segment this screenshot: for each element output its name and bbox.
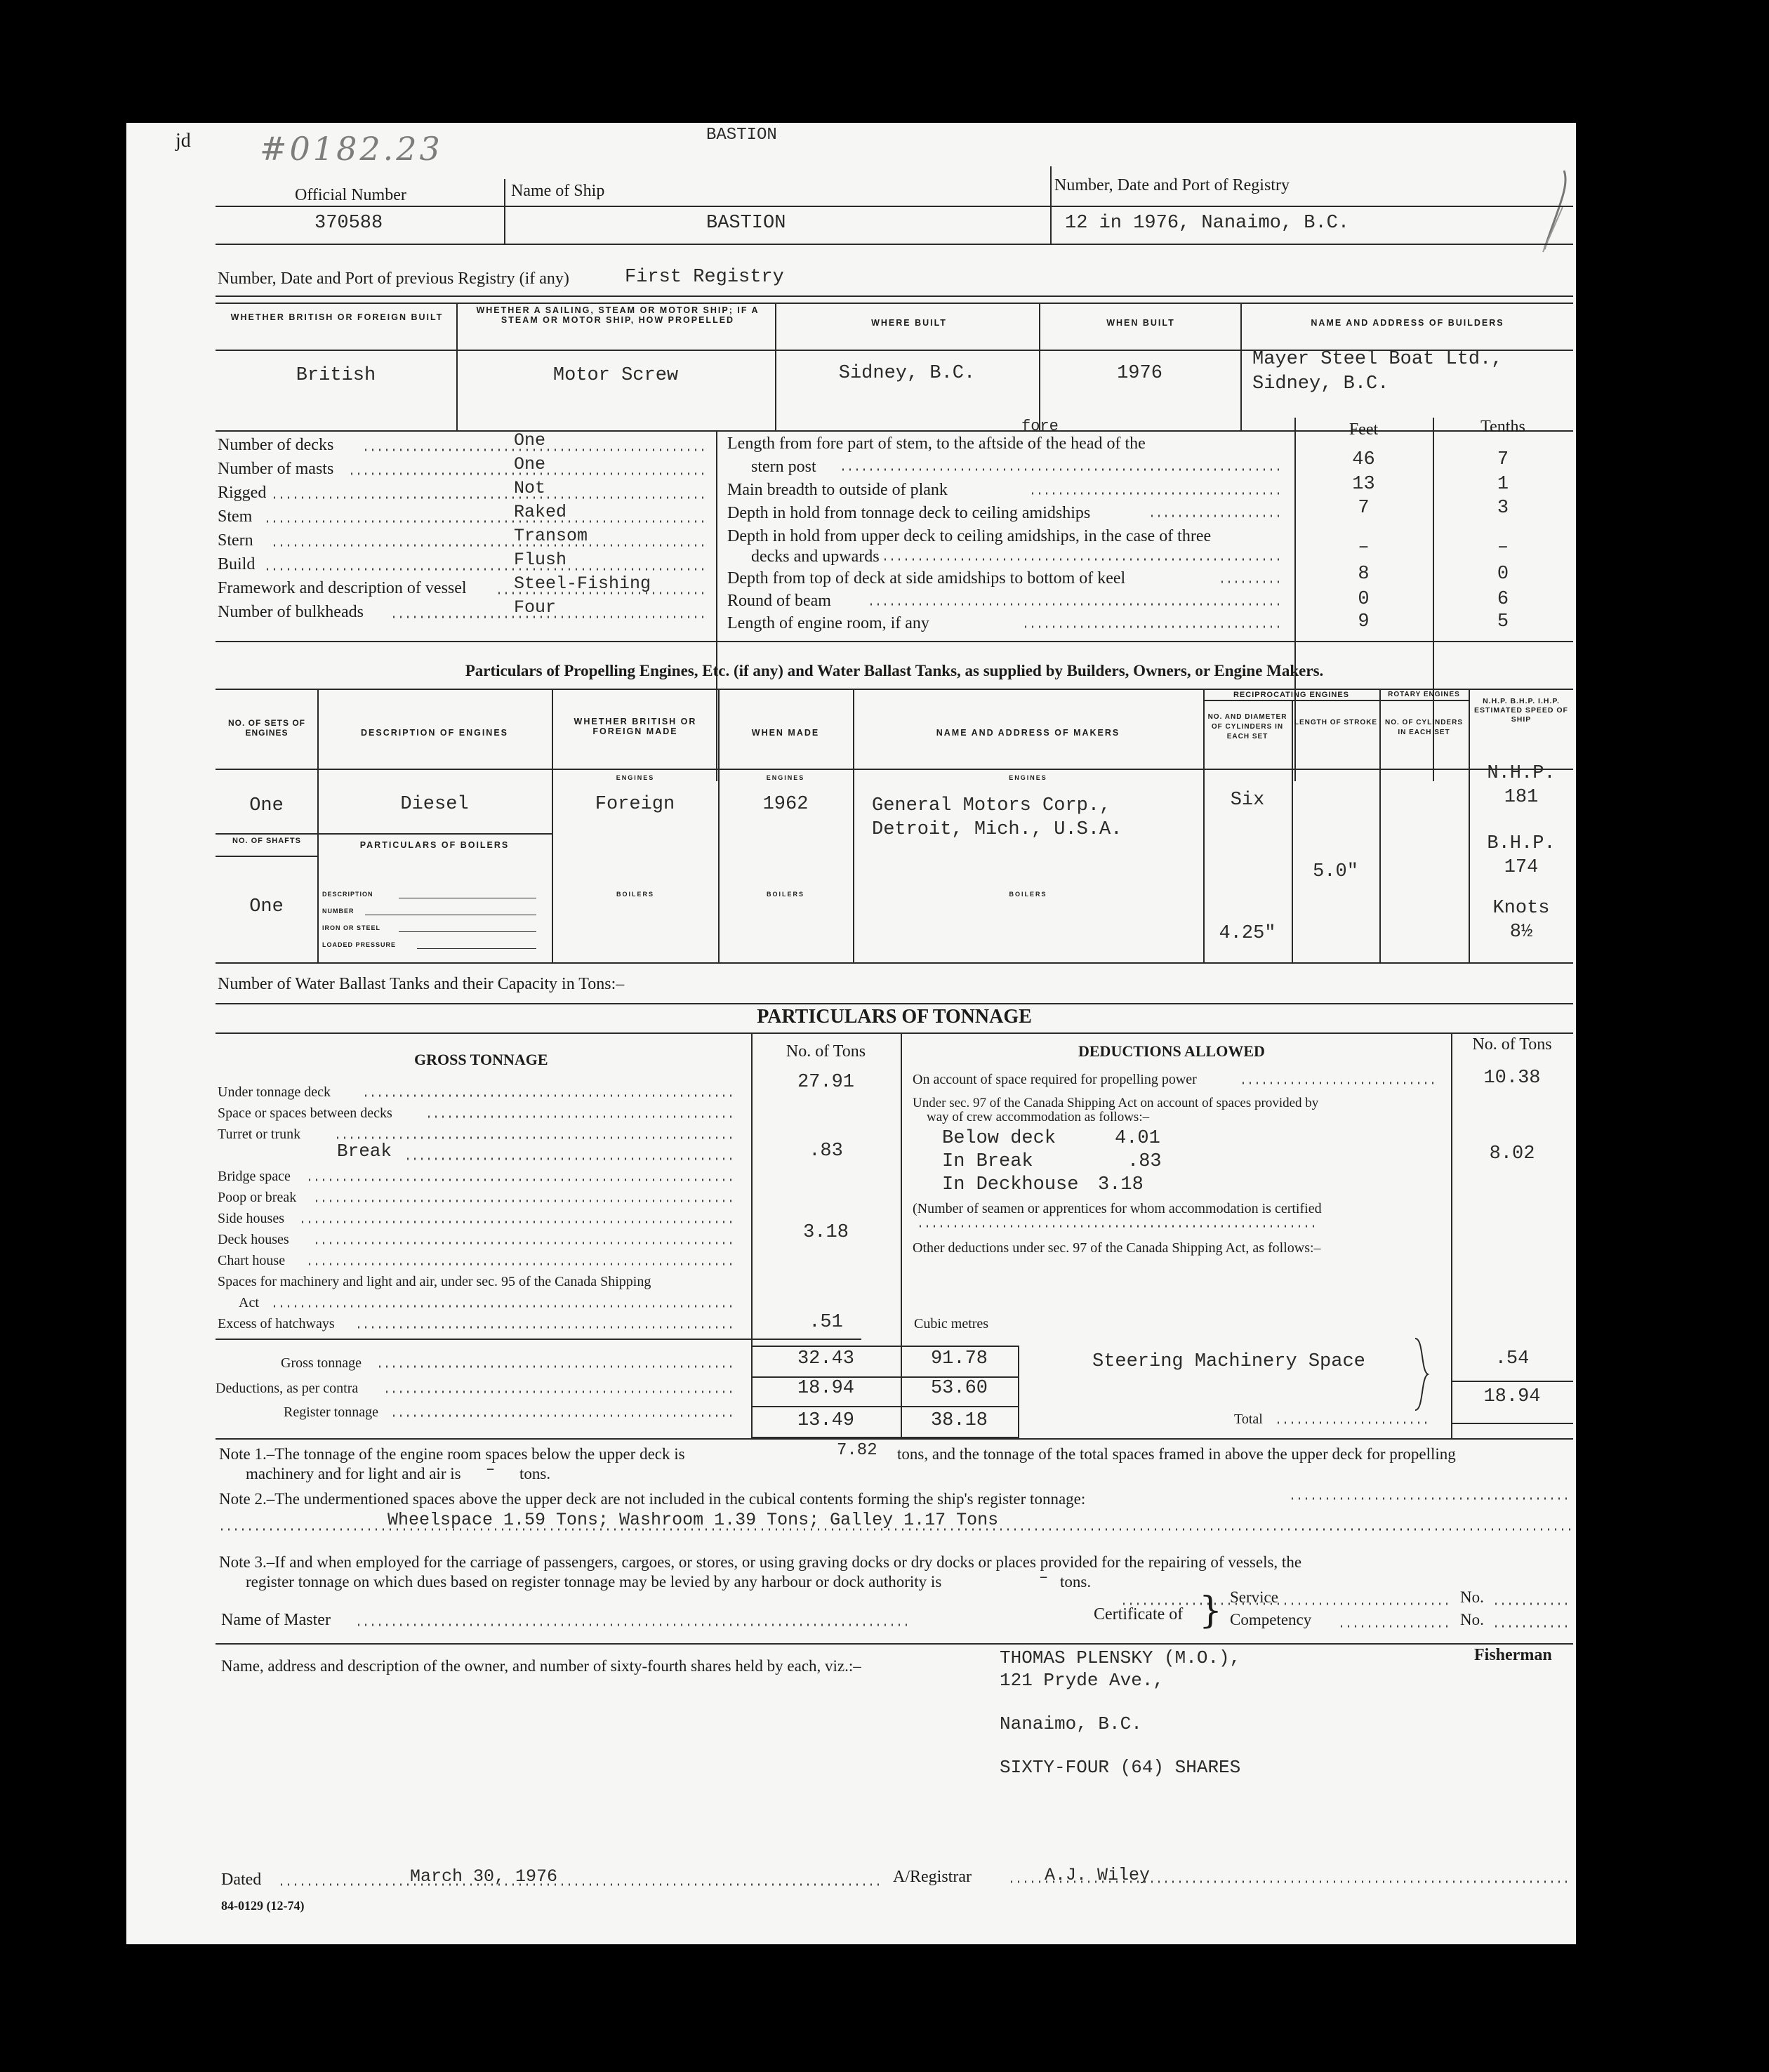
build-header-when: WHEN BUILT — [1106, 318, 1175, 328]
boiler-pressure-label: LOADED PRESSURE — [322, 941, 397, 948]
particular-label: Rigged — [218, 484, 267, 502]
feet-header: Feet — [1349, 420, 1379, 439]
deductions-header: DEDUCTIONS ALLOWED — [1078, 1042, 1265, 1060]
hatchways-value: .51 — [809, 1312, 843, 1333]
register-tonnage-m3: 38.18 — [930, 1410, 988, 1431]
owner-label: Name, address and description of the owner, and number of sixty-fourth shares held by each, viz.:– — [221, 1657, 861, 1675]
build-header-propulsion: WHETHER A SAILING, STEAM OR MOTOR SHIP; IF A STEAM OR MOTOR SHIP, HOW PROPELLED — [476, 305, 760, 325]
depth-upper-label: Depth in hold from upper deck to ceiling amidships, in the case of three — [727, 527, 1212, 545]
deductions-contra-label: Deductions, as per contra — [216, 1381, 359, 1396]
dated-label: Dated — [221, 1871, 262, 1889]
cubic-metres-label: Cubic metres — [914, 1316, 989, 1331]
depth-upper-feet: – — [1358, 537, 1370, 558]
build-when-value: 1976 — [1117, 363, 1162, 384]
header-stroke: LENGTH OF STROKE — [1294, 719, 1378, 726]
particular-value: One — [514, 454, 546, 474]
depth-hold-label: Depth in hold from tonnage deck to ceiling amidships — [727, 504, 1091, 522]
crew-break-label: In Break — [942, 1151, 1033, 1172]
registrar-label: A/Registrar — [893, 1868, 972, 1886]
gross-tonnage-m3: 91.78 — [930, 1348, 988, 1369]
register-tonnage-tons: 13.49 — [797, 1410, 854, 1431]
length-label-2: stern post — [751, 458, 816, 476]
nhp-value: 181 — [1504, 787, 1539, 808]
gross-tonnage-header: GROSS TONNAGE — [414, 1051, 548, 1068]
note2-text: Note 2.–The undermentioned spaces above the upper deck are not included in the cubical contents forming the ship's register tonnage: — [219, 1490, 1086, 1508]
gross-row-label: Space or spaces between decks — [218, 1105, 392, 1121]
tons-header-right: No. of Tons — [1472, 1035, 1552, 1054]
gross-tonnage-tons: 32.43 — [797, 1348, 854, 1369]
owner-shares: SIXTY-FOUR (64) SHARES — [1000, 1757, 1241, 1778]
round-beam-tenths: 6 — [1497, 589, 1509, 610]
cylinder-diameter-value: 4.25" — [1219, 923, 1276, 944]
particular-value: Raked — [514, 502, 567, 522]
particular-value: Flush — [514, 550, 567, 570]
competency-no-label: No. — [1460, 1611, 1484, 1628]
header-when-made: WHEN MADE — [751, 728, 820, 738]
deductions-m3: 53.60 — [930, 1378, 988, 1399]
depth-keel-feet: 8 — [1358, 564, 1370, 585]
nhp-label: N.H.P. — [1487, 763, 1556, 784]
tonnage-title: PARTICULARS OF TONNAGE — [757, 1006, 1032, 1028]
depth-upper-label-2: decks and upwards — [751, 547, 880, 566]
engine-room-feet: 9 — [1358, 611, 1370, 632]
engine-room-label: Length of engine room, if any — [727, 614, 929, 632]
engine-when-value: 1962 — [762, 794, 809, 815]
ship-name-value: BASTION — [706, 213, 786, 234]
register-tonnage-label: Register tonnage — [284, 1404, 378, 1420]
tons-header-left: No. of Tons — [786, 1042, 866, 1061]
sec97-label-2: way of crew accommodation as follows:– — [927, 1110, 1150, 1124]
gross-row-label: Under tonnage deck — [218, 1084, 331, 1100]
particular-label: Number of decks — [218, 436, 334, 454]
crew-break-value: .83 — [1127, 1151, 1162, 1172]
stroke-value: 5.0" — [1313, 861, 1358, 882]
depth-upper-tenths: – — [1497, 537, 1509, 558]
owner-address-1: 121 Pryde Ave., — [1000, 1670, 1165, 1691]
machinery-label-2: Act — [239, 1295, 259, 1310]
hatchways-label: Excess of hatchways — [218, 1316, 335, 1331]
header-boilers: PARTICULARS OF BOILERS — [359, 840, 510, 850]
certificate-label: Certificate of — [1094, 1605, 1184, 1623]
propelling-label: On account of space required for propelling power — [913, 1072, 1197, 1087]
gross-row-label: Turret or trunk — [218, 1127, 301, 1142]
crew-total-value: 8.02 — [1489, 1143, 1535, 1164]
gross-row-label: Side houses — [218, 1211, 284, 1226]
cylinders-value: Six — [1230, 790, 1265, 811]
previous-registry-value: First Registry — [625, 267, 784, 288]
total-value: 18.94 — [1483, 1386, 1541, 1407]
depth-hold-feet: 7 — [1358, 498, 1370, 519]
header-reciprocating: RECIPROCATING ENGINES — [1233, 691, 1350, 699]
corner-mark: jd — [175, 130, 191, 152]
particular-label: Framework and description of vessel — [218, 579, 467, 597]
form-number: 84-0129 (12-74) — [221, 1899, 305, 1913]
crew-below-deck-value: 4.01 — [1115, 1128, 1160, 1149]
handwritten-number: #0182.23 — [260, 130, 443, 168]
propelling-value: 10.38 — [1483, 1068, 1541, 1089]
competency-label: Competency — [1230, 1611, 1312, 1628]
gross-row-label: Poop or break — [218, 1190, 297, 1205]
particular-label: Number of bulkheads — [218, 603, 364, 621]
owner-occupation: Fisherman — [1474, 1646, 1552, 1664]
length-label: Length from fore part of stem, to the aftside of the head of the — [727, 434, 1146, 453]
engine-room-tenths: 5 — [1497, 611, 1509, 632]
engines-title: Particulars of Propelling Engines, Etc. (if any) and Water Ballast Tanks, as supplied by Builders, Owners, or Engine Makers. — [465, 662, 1324, 679]
build-header-origin: WHETHER BRITISH OR FOREIGN BUILT — [230, 312, 444, 322]
bhp-value: 174 — [1504, 857, 1539, 878]
note1-text-4: tons. — [519, 1465, 551, 1482]
round-beam-label: Round of beam — [727, 592, 831, 610]
knots-value: 8½ — [1509, 922, 1533, 943]
gross-row-value: 27.91 — [797, 1072, 854, 1093]
header-british-made: WHETHER BRITISH OR FOREIGN MADE — [574, 717, 697, 736]
particular-label: Stern — [218, 531, 253, 550]
dotted-leaders — [126, 123, 1576, 1944]
engine-description-value: Diesel — [400, 794, 469, 815]
gross-row-label: Bridge space — [218, 1169, 291, 1184]
ship-name-label: Name of Ship — [511, 182, 605, 200]
gross-tonnage-label: Gross tonnage — [281, 1355, 362, 1371]
fore-correction: fore — [1021, 418, 1059, 435]
note1-text-3: machinery and for light and air is — [246, 1465, 461, 1482]
origin-boilers-sub: BOILERS — [616, 891, 654, 898]
header-rotary-cylinders: NO. OF CYLINDERS IN EACH SET — [1384, 719, 1463, 736]
makers-boilers-sub: BOILERS — [1009, 891, 1047, 898]
gross-row-value: .83 — [809, 1141, 843, 1162]
steering-label: Steering Machinery Space — [1092, 1351, 1365, 1372]
breadth-feet: 13 — [1352, 474, 1375, 495]
engine-origin-value: Foreign — [595, 794, 675, 815]
header-cylinders: NO. AND DIAMETER OF CYLINDERS IN EACH SET — [1207, 713, 1287, 741]
origin-engines-sub: ENGINES — [616, 774, 655, 781]
official-number-value: 370588 — [314, 213, 383, 234]
particular-value: Four — [514, 597, 557, 618]
maker-line1: General Motors Corp., — [872, 795, 1111, 816]
header-rotary: ROTARY ENGINES — [1388, 691, 1460, 698]
water-ballast-label: Number of Water Ballast Tanks and their Capacity in Tons:– — [218, 975, 625, 993]
builder-line2: Sidney, B.C. — [1252, 373, 1389, 394]
gross-row-label: Chart house — [218, 1253, 286, 1268]
note3-value: – — [1039, 1569, 1049, 1586]
note1-value: 7.82 — [837, 1441, 877, 1460]
breadth-label: Main breadth to outside of plank — [727, 481, 948, 499]
official-number-label: Official Number — [295, 186, 406, 204]
boiler-number-label: NUMBER — [322, 908, 355, 915]
registrar-value: A.J. Wiley — [1045, 1865, 1151, 1885]
depth-keel-tenths: 0 — [1497, 564, 1509, 585]
particular-label: Stem — [218, 507, 253, 526]
sec97-label: Under sec. 97 of the Canada Shipping Act on account of spaces provided by — [913, 1096, 1319, 1110]
crew-below-deck-label: Below deck — [942, 1128, 1056, 1149]
owner-address-2: Nanaimo, B.C. — [1000, 1713, 1142, 1734]
dated-value: March 30, 1976 — [410, 1866, 558, 1887]
gross-row-label: Break — [337, 1141, 392, 1162]
length-tenths: 7 — [1497, 449, 1509, 470]
gross-row-label: Deck houses — [218, 1232, 289, 1247]
bhp-label: B.H.P. — [1487, 833, 1556, 854]
steering-value: .54 — [1495, 1348, 1530, 1369]
note1-value-2: – — [486, 1461, 496, 1478]
knots-label: Knots — [1492, 898, 1550, 919]
registry-label: Number, Date and Port of Registry — [1054, 176, 1290, 194]
makers-engines-sub: ENGINES — [1009, 774, 1047, 781]
machinery-label: Spaces for machinery and light and air, under sec. 95 of the Canada Shipping — [218, 1274, 651, 1289]
particular-value: One — [514, 430, 546, 451]
build-origin-value: British — [296, 365, 376, 386]
boiler-material-label: IRON OR STEEL — [322, 924, 381, 931]
builder-line1: Mayer Steel Boat Ltd., — [1252, 349, 1503, 370]
build-header-builders: NAME AND ADDRESS OF BUILDERS — [1311, 318, 1504, 328]
note2-value: Wheelspace 1.59 Tons; Washroom 1.39 Tons; Galley 1.17 Tons — [387, 1510, 999, 1530]
seamen-label: (Number of seamen or apprentices for whom accommodation is certified — [913, 1201, 1322, 1216]
note3-text-2: register tonnage on which dues based on register tonnage may be levied by any harbour or dock authority is — [246, 1573, 942, 1590]
particular-value: Not — [514, 478, 546, 498]
length-feet: 46 — [1352, 449, 1375, 470]
crew-deckhouse-label: In Deckhouse — [942, 1174, 1079, 1195]
crew-deckhouse-value: 3.18 — [1098, 1174, 1144, 1195]
when-boilers-sub: BOILERS — [766, 891, 804, 898]
header-sets: NO. OF SETS OF ENGINES — [227, 718, 305, 738]
service-label: Service — [1230, 1588, 1278, 1606]
top-title: BASTION — [706, 126, 777, 145]
other-deductions-label: Other deductions under sec. 97 of the Canada Shipping Act, as follows:– — [913, 1240, 1321, 1256]
tenths-header: Tenths — [1480, 418, 1525, 436]
engine-sets-value: One — [249, 795, 284, 816]
round-beam-feet: 0 — [1358, 589, 1370, 610]
depth-hold-tenths: 3 — [1497, 498, 1509, 519]
previous-registry-label: Number, Date and Port of previous Registry (if any) — [218, 270, 569, 288]
particular-label: Build — [218, 555, 256, 573]
particular-value: Steel-Fishing — [514, 573, 651, 594]
header-horsepower: N.H.P. B.H.P. I.H.P. ESTIMATED SPEED OF SHIP — [1474, 697, 1568, 724]
depth-keel-label: Depth from top of deck at side amidships to bottom of keel — [727, 569, 1126, 587]
build-propulsion-value: Motor Screw — [552, 365, 679, 386]
boiler-description-label: DESCRIPTION — [322, 891, 373, 898]
owner-name: THOMAS PLENSKY (M.O.), — [1000, 1647, 1241, 1668]
note1-text-2: tons, and the tonnage of the total spaces framed in above the upper deck for propelling — [897, 1445, 1456, 1463]
note3-text: Note 3.–If and when employed for the carriage of passengers, cargoes, or stores, or using graving docks or dry docks or places provided for the repairing of vessels, the — [219, 1553, 1302, 1571]
breadth-tenths: 1 — [1497, 474, 1509, 495]
build-where-value: Sidney, B.C. — [838, 363, 976, 384]
when-made-engines-sub: ENGINES — [766, 774, 805, 781]
particular-value: Transom — [514, 526, 588, 546]
register-document — [126, 123, 1576, 1944]
registry-value: 12 in 1976, Nanaimo, B.C. — [1065, 213, 1350, 234]
particular-label: Number of masts — [218, 460, 334, 478]
build-header-where: WHERE BUILT — [871, 318, 947, 328]
deductions-tons: 18.94 — [797, 1378, 854, 1399]
service-no-label: No. — [1460, 1588, 1484, 1606]
master-label: Name of Master — [221, 1611, 331, 1629]
header-description: DESCRIPTION OF ENGINES — [361, 728, 508, 738]
total-label: Total — [1234, 1412, 1263, 1427]
header-makers: NAME AND ADDRESS OF MAKERS — [936, 728, 1120, 738]
maker-line2: Detroit, Mich., U.S.A. — [872, 819, 1122, 840]
gross-row-value: 3.18 — [803, 1222, 849, 1243]
note3-text-3: tons. — [1060, 1573, 1092, 1590]
certificate-brace: } — [1199, 1590, 1223, 1632]
note1-text: Note 1.–The tonnage of the engine room spaces below the upper deck is — [219, 1445, 685, 1463]
header-shafts: NO. OF SHAFTS — [232, 837, 301, 845]
shafts-value: One — [249, 896, 284, 917]
